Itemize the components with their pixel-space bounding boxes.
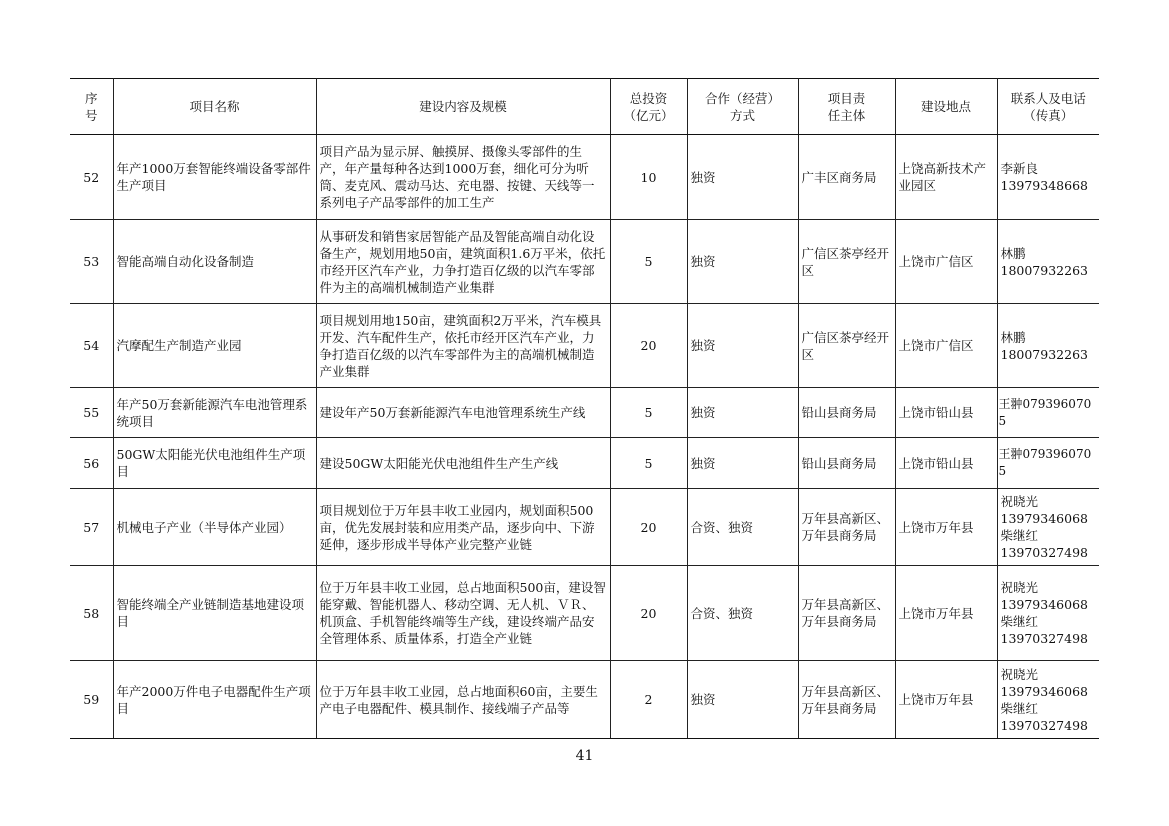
- cell-seq: 57: [70, 489, 113, 566]
- cell-name: 智能高端自动化设备制造: [113, 220, 316, 304]
- table-row: [70, 438, 1099, 489]
- table-header-row: [70, 79, 1099, 135]
- cell-location: 上饶市铅山县: [895, 438, 997, 489]
- cell-seq: 55: [70, 388, 113, 438]
- header-name: 项目名称: [113, 79, 316, 135]
- cell-seq: 53: [70, 220, 113, 304]
- header-investment: 总投资 （亿元）: [610, 79, 687, 135]
- cell-name: 年产2000万件电子电器配件生产项目: [113, 661, 316, 739]
- cell-mode: 独资: [687, 304, 798, 388]
- table-row: [70, 489, 1099, 566]
- cell-investment: 20: [610, 566, 687, 661]
- table-row: [70, 304, 1099, 388]
- header-location: 建设地点: [895, 79, 997, 135]
- header-content: 建设内容及规模: [316, 79, 610, 135]
- table-row: [70, 388, 1099, 438]
- cell-seq: 54: [70, 304, 113, 388]
- cell-location: 上饶市铅山县: [895, 388, 997, 438]
- cell-content: 建设50GW太阳能光伏电池组件生产生产线: [316, 438, 610, 489]
- cell-content: 从事研发和销售家居智能产品及智能高端自动化设备生产，规划用地50亩，建筑面积1.6万平米，依托市经开区汽车产业，力争打造百亿级的以汽车零部件为主的高端机械制造产业集群: [316, 220, 610, 304]
- cell-mode: 合资、独资: [687, 566, 798, 661]
- cell-contact: 林鹏 18007932263: [997, 304, 1099, 388]
- cell-content: 项目产品为显示屏、触摸屏、摄像头零部件的生产，年产量每种各达到1000万套，细化可分为听筒、麦克风、震动马达、充电器、按键、天线等一系列电子产品零部件的加工生产: [316, 135, 610, 220]
- cell-mode: 合资、独资: [687, 489, 798, 566]
- cell-contact: 祝晓光 13979346068柴继红 13970327498: [997, 566, 1099, 661]
- cell-investment: 5: [610, 438, 687, 489]
- cell-owner: 万年县高新区、万年县商务局: [798, 566, 895, 661]
- cell-contact: 林鹏 18007932263: [997, 220, 1099, 304]
- cell-mode: 独资: [687, 135, 798, 220]
- cell-content: 位于万年县丰收工业园，总占地面积500亩，建设智能穿戴、智能机器人、移动空调、无人机、ＶＲ、机顶盒、手机智能终端等生产线，建设终端产品安全管理体系、质量体系，打造全产业链: [316, 566, 610, 661]
- cell-seq: 59: [70, 661, 113, 739]
- cell-name: 机械电子产业（半导体产业园）: [113, 489, 316, 566]
- cell-seq: 56: [70, 438, 113, 489]
- cell-contact: 王翀0793960705: [997, 388, 1099, 438]
- cell-investment: 2: [610, 661, 687, 739]
- cell-content: 建设年产50万套新能源汽车电池管理系统生产线: [316, 388, 610, 438]
- cell-mode: 独资: [687, 661, 798, 739]
- cell-seq: 58: [70, 566, 113, 661]
- cell-investment: 20: [610, 489, 687, 566]
- cell-owner: 万年县高新区、万年县商务局: [798, 661, 895, 739]
- cell-contact: 祝晓光 13979346068柴继红 13970327498: [997, 489, 1099, 566]
- cell-content: 项目规划位于万年县丰收工业园内，规划面积500亩，优先发展封装和应用类产品，逐步向中、下游延伸，逐步形成半导体产业完整产业链: [316, 489, 610, 566]
- header-owner: 项目责 任主体: [798, 79, 895, 135]
- cell-investment: 20: [610, 304, 687, 388]
- cell-name: 智能终端全产业链制造基地建设项目: [113, 566, 316, 661]
- header-contact: 联系人及电话 （传真）: [997, 79, 1099, 135]
- cell-owner: 铅山县商务局: [798, 388, 895, 438]
- cell-owner: 广信区茶亭经开区: [798, 304, 895, 388]
- cell-mode: 独资: [687, 438, 798, 489]
- page-number: 41: [575, 748, 594, 764]
- cell-name: 汽摩配生产制造产业园: [113, 304, 316, 388]
- cell-location: 上饶市广信区: [895, 220, 997, 304]
- cell-owner: 广信区茶亭经开区: [798, 220, 895, 304]
- table-row: [70, 566, 1099, 661]
- cell-contact: 王翀0793960705: [997, 438, 1099, 489]
- cell-location: 上饶市万年县: [895, 566, 997, 661]
- cell-location: 上饶市万年县: [895, 489, 997, 566]
- table-row: [70, 661, 1099, 739]
- project-table: [70, 78, 1099, 739]
- cell-investment: 5: [610, 220, 687, 304]
- cell-mode: 独资: [687, 220, 798, 304]
- cell-content: 项目规划用地150亩，建筑面积2万平米，汽车模具开发、汽车配件生产，依托市经开区汽车产业，力争打造百亿级的以汽车零部件为主的高端机械制造产业集群: [316, 304, 610, 388]
- cell-investment: 10: [610, 135, 687, 220]
- table-row: [70, 135, 1099, 220]
- cell-investment: 5: [610, 388, 687, 438]
- cell-seq: 52: [70, 135, 113, 220]
- cell-owner: 广丰区商务局: [798, 135, 895, 220]
- header-mode: 合作（经营） 方式: [687, 79, 798, 135]
- cell-location: 上饶市广信区: [895, 304, 997, 388]
- cell-mode: 独资: [687, 388, 798, 438]
- cell-name: 年产1000万套智能终端设备零部件生产项目: [113, 135, 316, 220]
- cell-location: 上饶高新技术产业园区: [895, 135, 997, 220]
- cell-contact: 李新良 13979348668: [997, 135, 1099, 220]
- cell-owner: 万年县高新区、万年县商务局: [798, 489, 895, 566]
- cell-name: 年产50万套新能源汽车电池管理系统项目: [113, 388, 316, 438]
- header-seq: 序 号: [70, 79, 113, 135]
- table-row: [70, 220, 1099, 304]
- cell-name: 50GW太阳能光伏电池组件生产项目: [113, 438, 316, 489]
- cell-location: 上饶市万年县: [895, 661, 997, 739]
- cell-owner: 铅山县商务局: [798, 438, 895, 489]
- cell-content: 位于万年县丰收工业园，总占地面积60亩，主要生产电子电器配件、模具制作、接线端子产品等: [316, 661, 610, 739]
- cell-contact: 祝晓光 13979346068柴继红 13970327498: [997, 661, 1099, 739]
